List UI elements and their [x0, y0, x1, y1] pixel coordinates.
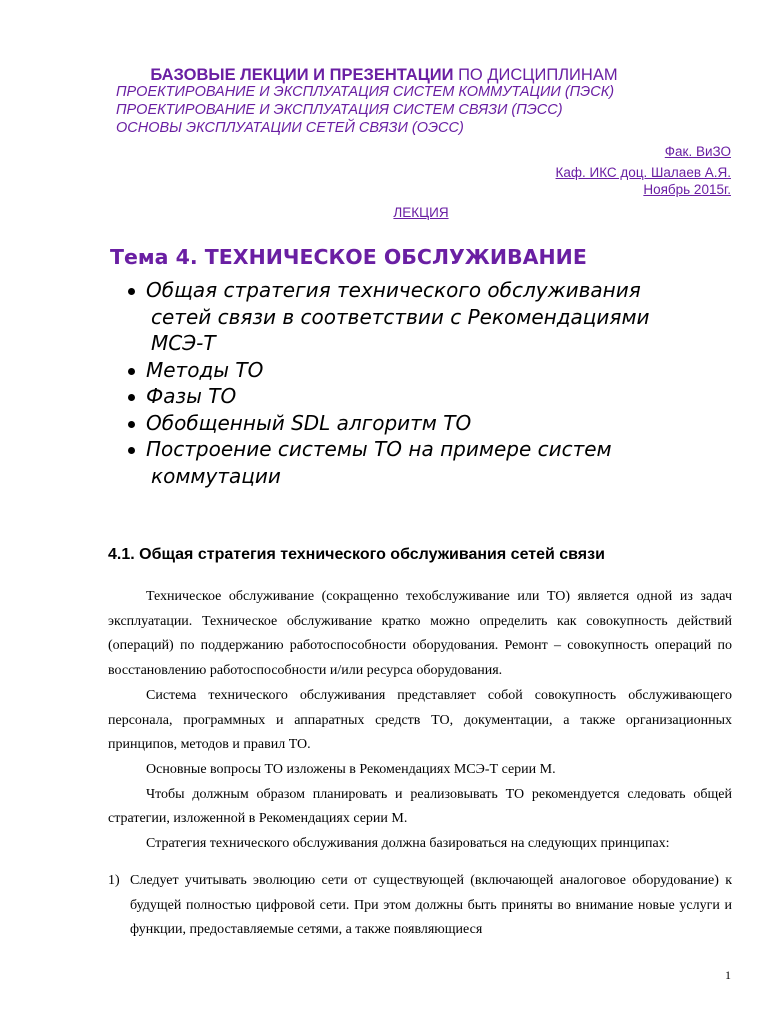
department: Каф. ИКС доц. Шалаев А.Я. [555, 165, 731, 180]
header-title-bold: БАЗОВЫЕ ЛЕКЦИИ И ПРЕЗЕНТАЦИИ [150, 66, 454, 84]
section-body [108, 585, 732, 857]
faculty: Фак. ВиЗО [664, 144, 731, 159]
section-title: 4.1. Общая стратегия технического обслуживания сетей связи [108, 546, 605, 563]
numbered-item [108, 869, 732, 943]
bullet-icon [128, 421, 135, 428]
bullet-item: Обобщенный SDL алгоритм ТО [128, 410, 728, 437]
paragraph: Основные вопросы ТО изложены в Рекомендациях МСЭ-Т серии М. [146, 761, 556, 777]
bullet-icon [128, 394, 135, 401]
topic-title: Тема 4. ТЕХНИЧЕСКОЕ ОБСЛУЖИВАНИЕ [110, 245, 587, 269]
bullet-item: Методы ТО [128, 357, 728, 384]
bullet-item: Общая стратегия технического обслуживания сетей связи в соответствии с Рекомендациями МСЭ-Т [128, 277, 728, 357]
topic-bullets [128, 277, 728, 489]
header-title-rest: ПО ДИСЦИПЛИНАМ [453, 66, 618, 84]
page-number: 1 [725, 968, 731, 982]
paragraph: Стратегия технического обслуживания должна базироваться на следующих принципах: [146, 836, 670, 852]
paragraph: Система технического обслуживания представляет собой совокупность обслуживающего персонала, программных и аппаратных средств ТО, документации, а также организационных принципов, методов и правил ТО. [108, 687, 732, 753]
discipline-3: ОСНОВЫ ЭКСПЛУАТАЦИИ СЕТЕЙ СВЯЗИ (ОЭСС) [116, 120, 464, 136]
bullet-icon [128, 368, 135, 375]
bullet-item: Фазы ТО [128, 383, 728, 410]
paragraph: Техническое обслуживание (сокращенно техобслуживание или ТО) является одной из задач эксплуатации. Техническое обслуживание кратко можно определить как совокупность действий (операций) по поддержанию работоспособности оборудования. Ремонт – совокупность операций по восстановлению работоспособности и/или ресурса оборудования. [108, 589, 732, 679]
discipline-2: ПРОЕКТИРОВАНИЕ И ЭКСПЛУАТАЦИЯ СИСТЕМ СВЯЗИ (ПЭСС) [116, 102, 563, 118]
discipline-1: ПРОЕКТИРОВАНИЕ И ЭКСПЛУАТАЦИЯ СИСТЕМ КОММУТАЦИИ (ПЭСК) [116, 84, 615, 100]
header-title [0, 66, 768, 85]
paragraph: Чтобы должным образом планировать и реализовывать ТО рекомендуется следовать общей стратегии, изложенной в Рекомендациях серии М. [108, 786, 732, 827]
bullet-item: Построение системы ТО на примере систем коммутации [128, 436, 728, 489]
lecture-label: ЛЕКЦИЯ [393, 205, 449, 220]
date: Ноябрь 2015г. [643, 182, 731, 197]
bullet-icon [128, 288, 135, 295]
bullet-icon [128, 447, 135, 454]
item-text: Следует учитывать эволюцию сети от существующей (включающей аналоговое оборудование) к будущей полностью цифровой сети. При этом должны быть приняты во внимание новые услуги и функции, предоставляемые сетями, а также появляющиеся [130, 873, 732, 938]
item-number: 1) [108, 873, 120, 888]
